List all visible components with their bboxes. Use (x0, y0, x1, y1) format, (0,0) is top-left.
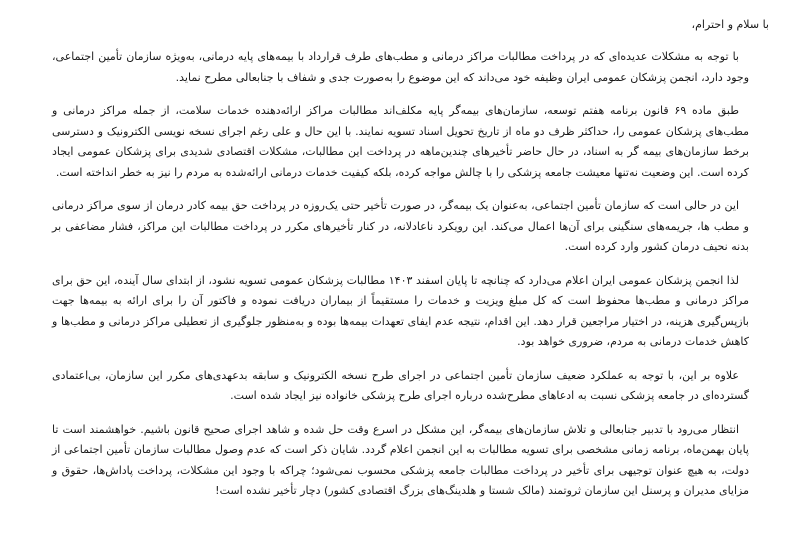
paragraph-insurance-payment-problems: با توجه به مشکلات عدیده‌ای که در پرداخت مطالبات مراکز درمانی و مطب‌های طرف قرارداد با بیمه‌های پایه درمانی، به‌ویژه سازمان تأمین اجتماعی، وجود دارد، انجمن پزشکان عمومی ایران وظیفه خود می‌داند که این موضوع را به‌صورت جدی و شفاف با جنابعالی مطرح نماید. (52, 50, 749, 84)
paragraph-distrust: علاوه بر این، با توجه به عملکرد ضعیف سازمان تأمین اجتماعی در اجرای طرح نسخه الکترونیک و سابقه بدعهدی‌های مکرر این سازمان، بی‌اعتمادی گسترده‌ای در جامعه پزشکی نسبت به ادعاهای مطرح‌شده درباره اجرای طرح پزشکی خانواده نیز ایجاد شده است. (52, 368, 749, 402)
letter-greeting: با سلام و احترام، (691, 18, 769, 31)
paragraph-article-69-law: طبق ماده ۶۹ قانون برنامه هفتم توسعه، سازمان‌های بیمه‌گر پایه مکلف‌اند مطالبات مراکز ارائه‌دهنده خدمات سلامت، از جمله مراکز درمانی و مطب‌های پزشکان عمومی را، حداکثر ظرف دو ماه از تاریخ تحویل اسناد تسویه نمایند. با این حال و علی رغم اجرای نسخه نویسی الکترونیک و دسترسی برخط سازمان‌های بیمه گر به اسناد، در حال حاضر تأخیرهای چندین‌ماهه در پرداخت این مطالبات، مشکلات اقتصادی شدیدی برای پزشکان عمومی ایجاد کرده است. این وضعیت نه‌تنها معیشت جامعه پزشکی را با چالش مواجه کرده، بلکه کیفیت خدمات درمانی ارائه‌شده به مردم را نیز به خطر انداخته است. (52, 104, 749, 179)
paragraph-penalties: این در حالی است که سازمان تأمین اجتماعی، به‌عنوان یک بیمه‌گر، در صورت تأخیر حتی یک‌روزه در پرداخت حق بیمه کادر درمان از سوی مراکز درمانی و مطب ها، جریمه‌های سنگینی برای آن‌ها اعمال می‌کند. این رویکرد ناعادلانه، در کنار تأخیرهای مکرر در پرداخت مطالبات این مراکز، فشار مضاعفی بر بدنه نحیف درمان کشور وارد کرده است. (52, 199, 749, 253)
paragraph-request: انتظار می‌رود با تدبیر جنابعالی و تلاش سازمان‌های بیمه‌گر، این مشکل در اسرع وقت حل شده و شاهد اجرای صحیح قانون باشیم. خواهشمند است تا پایان بهمن‌ماه، برنامه زمانی مشخصی برای تسویه مطالبات به این انجمن اعلام گردد. شایان ذکر است که عدم وصول مطالبات سازمان تأمین اجتماعی از دولت، به هیچ عنوان توجیهی برای تأخیر در پرداخت مطالبات جامعه پزشکی محسوب نمی‌شود؛ چراکه با وجود این مشکلات، پرداخت پاداش‌ها، حقوق و مزایای مدیران و پرسنل این سازمان ثروتمند (مالک شستا و هلدینگ‌های بزرگ اقتصادی کشور) دچار تأخیر نشده است! (52, 422, 749, 497)
paragraph-announcement: لذا انجمن پزشکان عمومی ایران اعلام می‌دارد که چنانچه تا پایان اسفند ۱۴۰۳ مطالبات پزشکان عمومی تسویه نشود، از ابتدای سال آینده، این حق برای مراکز درمانی و مطب‌ها محفوظ است که کل مبلغ ویزیت و خدمات را مستقیماً از بیماران دریافت نموده و فاکتور آن را برای ارائه به بیمه‌ها جهت بازپس‌گیری هزینه، در اختیار مراجعین قرار دهد. این اقدام، نتیجه عدم ایفای تعهدات بیمه‌ها بوده و به‌منظور جلوگیری از تعطیلی مراکز درمانی و مطب‌ها و کاهش خدمات درمانی به مردم، ضروری خواهد بود. (52, 273, 749, 348)
